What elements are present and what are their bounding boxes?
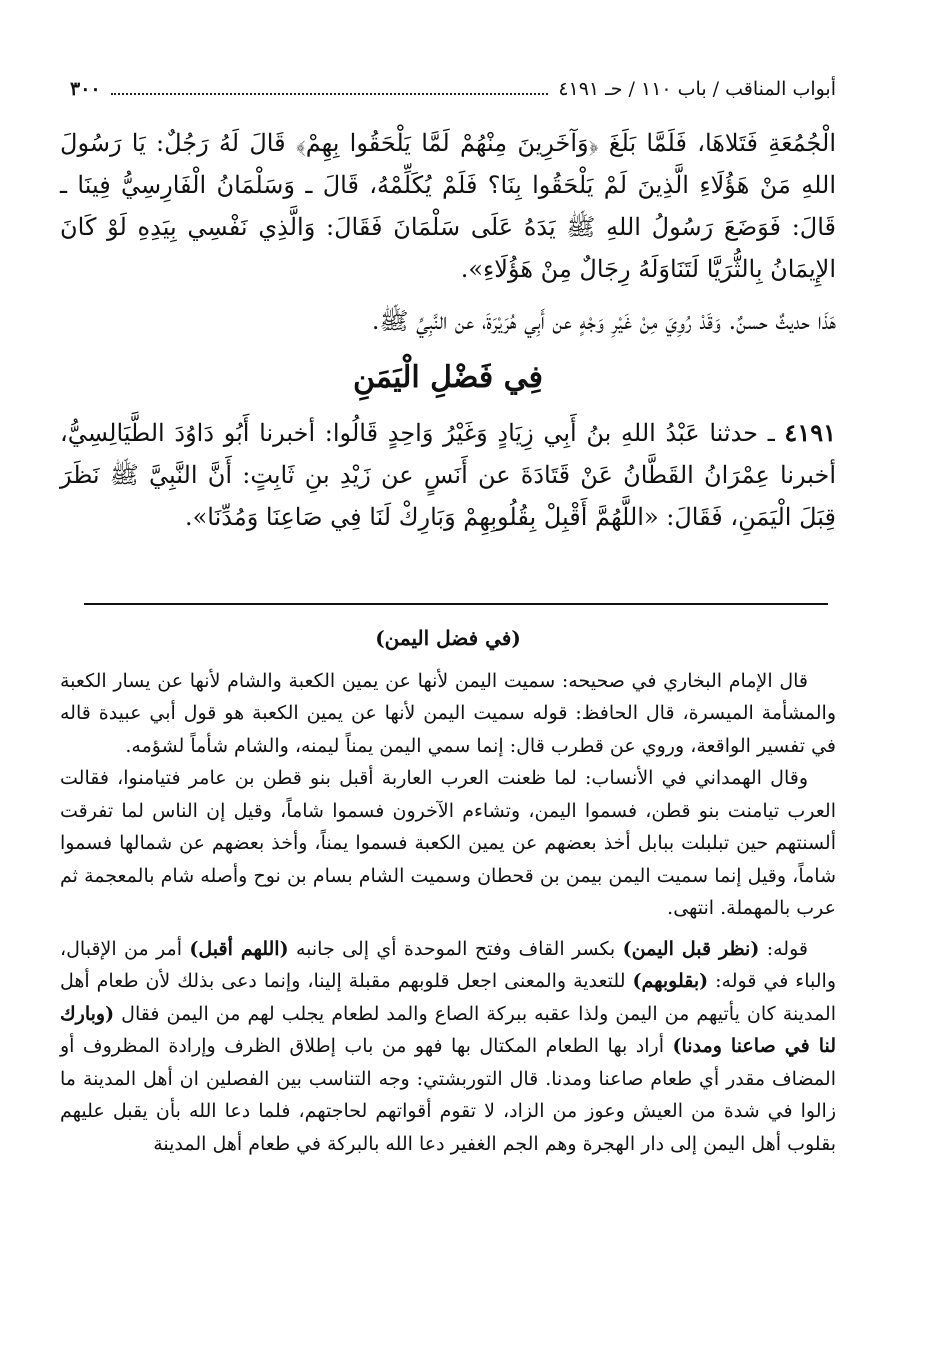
- hadith-body: ـ حدثنا عَبْدُ اللهِ بنُ أَبِي زِيَادٍ وَغَيْرُ وَاحِدٍ قَالُوا: أخبرنا أَبُو دَاوُدَ الطَّيَالِسِيُّ، أخبرنا عِمْرَانُ القَطَّانُ عَنْ قَتَادَةَ عن أَنَسٍ عن زَيْدِ بنِ ثَابِتٍ: أَنَّ النَّبِيَّ ﷺ نَظَرَ قِبَلَ الْيَمَنِ، فَقَالَ: «اللَّهُمَّ أَقْبِلْ بِقُلُوبِهِمْ وَبَارِكْ لَنَا فِي صَاعِنَا وَمُدِّنَا».: [60, 419, 836, 531]
- commentary-paragraph: وقال الهمداني في الأنساب: لما ظعنت العرب العاربة أقبل بنو قطن بن عامر فتيامنوا، فقالت العرب تيامنت بنو قطن، فسموا اليمن، وتشاءم الآخرون فسموا شاماً، وقيل إن الناس لما تفرقت ألسنتهم حين تبلبلت ببابل أخذ بعضهم عن يمين الكعبة فسموا يمناً، وأخذ بعضهم عن شمالها فسموا شاماً، وقيل إنما سميت اليمن بيمن بن قحطان وسميت الشام بسام بن نوح وأصله شام بالمعجمة ثم عرب بالمهملة. انتهى.: [60, 767, 836, 919]
- commentary-paragraph: قال الإمام البخاري في صحيحه: سميت اليمن لأنها عن يمين الكعبة والشام لأنها عن يسار الكعبة والمشأمة الميسرة، قال الحافظ: قوله سميت اليمن لأنها عن يمين الكعبة هو قول أبي عبيدة قاله في تفسير الواقعة، وروي عن قطرب قال: إنما سمي اليمن يمناً ليمنه، والشام شأماً لشؤمه.: [60, 669, 836, 757]
- hadith-continuation: الْجُمُعَةِ فَتَلاهَا، فَلَمَّا بَلَغَ ﴿وَآخَرِينَ مِنْهُمْ لَمَّا يَلْحَقُوا بِهِمْ﴾ قَالَ لَهُ رَجُلٌ: يَا رَسُولَ اللهِ مَنْ هَؤُلَاءِ الَّذِينَ لَمْ يَلْحَقُوا بِنَا؟ فَلَمْ يُكَلِّمْهُ، قَالَ ـ وَسَلْمَانُ الْفَارِسِيُّ فِينَا ـ قَالَ: فَوَضَعَ رَسُولُ اللهِ ﷺ يَدَهُ عَلَى سَلْمَانَ فَقَالَ: وَالَّذِي نَفْسِي بِيَدِهِ لَوْ كَانَ الإِيمَانُ بِالثُّرَيَّا لَتَنَاوَلَهُ رِجَالٌ مِنْ هَؤُلَاءِ».: [60, 129, 836, 283]
- hadith-grade: هَذَا حديثٌ حسنٌ. وَقَدْ رُوِيَ مِنْ غَيْرِ وَجْهٍ عن أَبِي هُرَيْرَةَ، عن النَّبِيِّ ﷺ.: [371, 307, 836, 335]
- hadith-text: [60, 412, 836, 538]
- footnote-divider: [84, 603, 828, 605]
- commentary-text: قوله:: [766, 937, 808, 960]
- quoted-phrase: (نظر قبل اليمن): [622, 937, 760, 960]
- header-dot-leader: [111, 93, 549, 95]
- commentary-text: للتعدية والمعنى اجعل قلوبهم مقبلة إلينا، وإنما دعى بذلك لأن طعام أهل المدينة كان يأتيهم من اليمن ولذا عقبه ببركة الصاع والمد لطعام يجلب لهم من اليمن فقال: [60, 970, 836, 1025]
- hadith-number: ٤١٩١: [784, 418, 836, 447]
- page-number: ٣٠٠: [70, 78, 101, 100]
- hadith-block: [60, 122, 836, 538]
- chapter-title: فِي فَضْلِ الْيَمَنِ: [352, 360, 544, 395]
- commentary-title: (في فضل اليمن): [375, 626, 521, 650]
- quoted-phrase: (اللهم أقبل): [189, 937, 289, 960]
- quoted-phrase: (بقلوبهم): [632, 970, 709, 992]
- commentary-block: [60, 622, 836, 1160]
- commentary-text: أمر من الإقبال، والباء في قوله:: [60, 937, 836, 992]
- commentary-text: أراد بها الطعام المكتال بها فهو من باب إطلاق الظرف وإرادة المظروف أو المضاف مقدر أي طعام صاعنا ومدنا. قال التوربشتي: وجه التناسب بين الفصلين ان أهل المدينة ما زالوا في شدة من العيش وعوز من الزاد، لا تقوم أقواتهم لحاجتهم، فلما دعا الله بأن يقبل عليهم بقلوب أهل اليمن إلى دار الهجرة وهم الجم الغفير دعا الله بالبركة في طعام أهل المدينة: [60, 1035, 836, 1155]
- running-title: أبواب المناقب / باب ١١٠ / حـ ٤١٩١: [558, 78, 836, 100]
- commentary-text: بكسر القاف وفتح الموحدة أي إلى جانبه: [295, 937, 616, 960]
- commentary-paragraph: [60, 933, 836, 1161]
- page-header: [60, 76, 836, 102]
- quoted-phrase: (وبارك لنا في صاعنا ومدنا): [60, 1002, 837, 1057]
